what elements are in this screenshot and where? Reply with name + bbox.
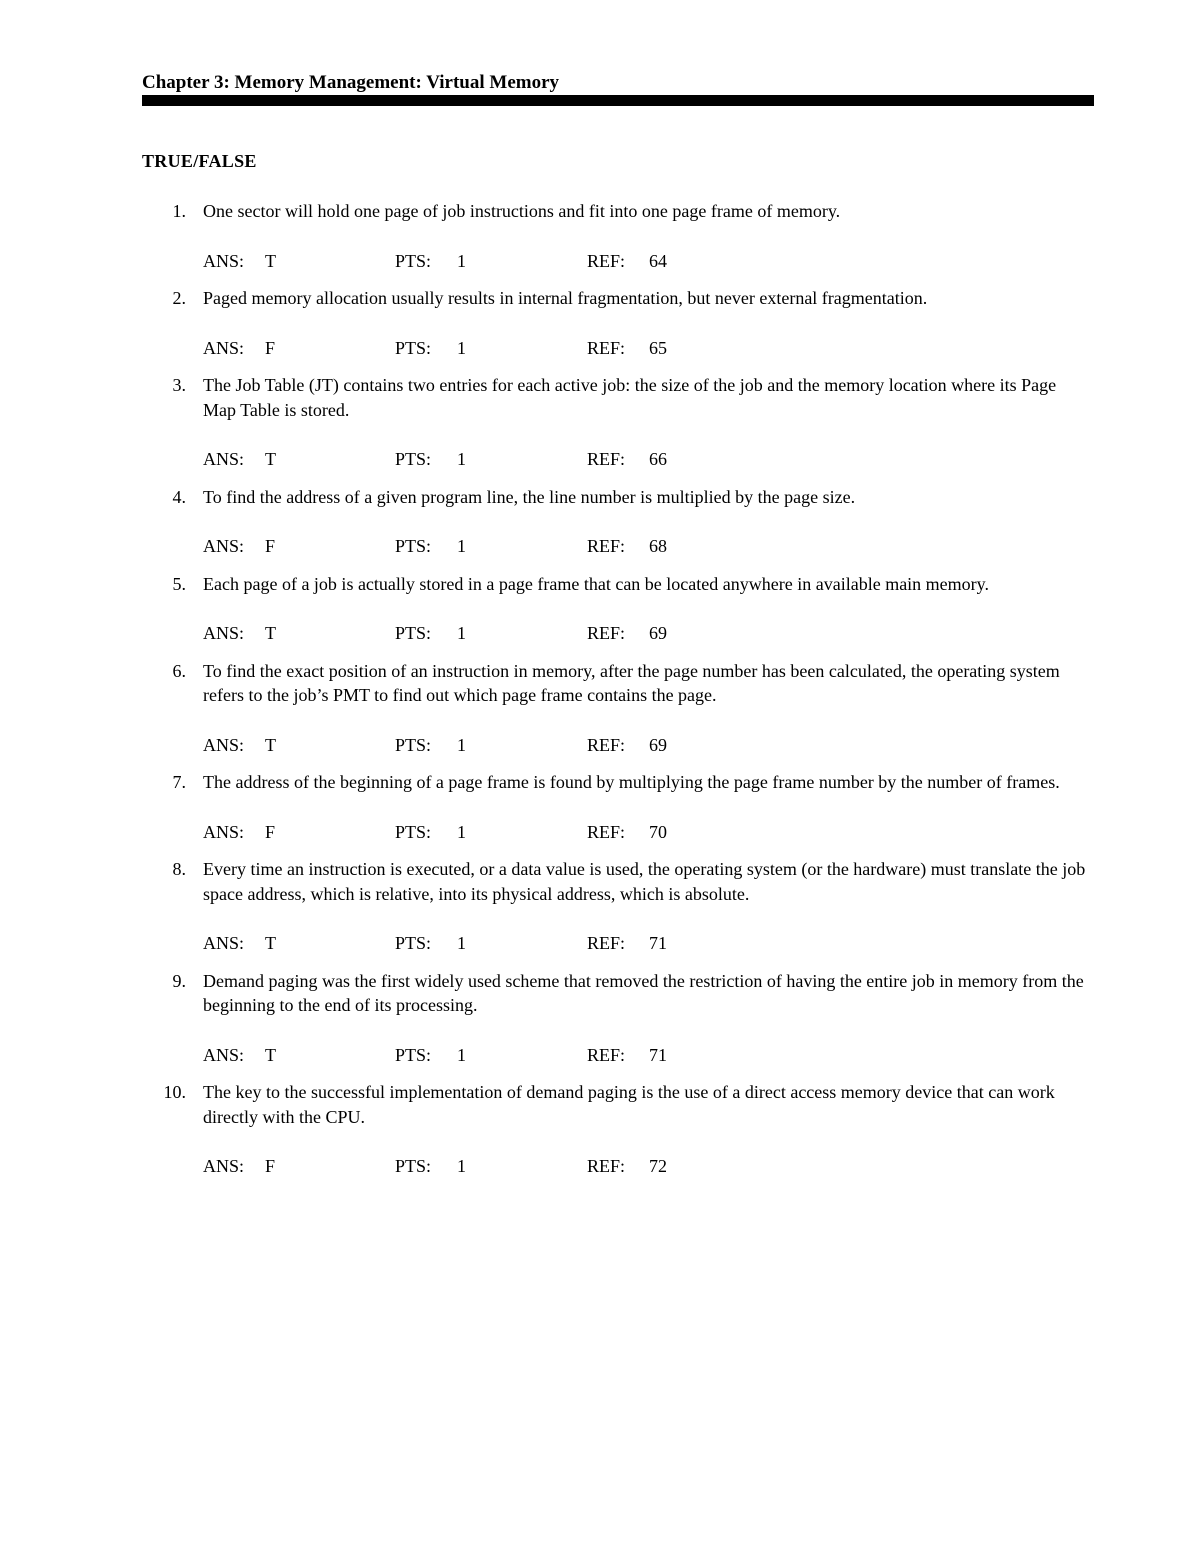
pts-label: PTS: (395, 1156, 432, 1176)
pts-label: PTS: (395, 734, 432, 755)
ref-value: 71 (649, 1044, 667, 1065)
question-number: 3. (172, 375, 186, 395)
answer-row (203, 621, 1094, 646)
answer-row (203, 534, 1094, 559)
question-number: 9. (172, 970, 186, 991)
question-text: To find the exact position of an instruction in memory, after the page number has been calculated, the operating system refers to the job’s PMT to find out which page frame contains the page. (203, 660, 1060, 705)
pts-value: 1 (457, 734, 466, 755)
question-item (142, 485, 1094, 559)
answer-row (203, 336, 1094, 361)
ref-value: 68 (649, 536, 667, 556)
ans-label: ANS: (203, 623, 245, 643)
question-number: 7. (172, 772, 186, 792)
question-number: 8. (172, 859, 186, 879)
pts-value: 1 (457, 1156, 466, 1176)
ans-label: ANS: (203, 734, 245, 755)
question-item (142, 286, 1094, 360)
pts-value: 1 (457, 250, 466, 271)
question-text: Every time an instruction is executed, or a data value is used, the operating system (or the hardware) must translate the job space address, which is relative, into its physical address, which is absolute. (203, 859, 1086, 904)
title-rule (142, 95, 1094, 106)
pts-label: PTS: (395, 536, 432, 556)
ans-label: ANS: (203, 337, 245, 358)
question-item (142, 857, 1094, 956)
ans-value: T (265, 1044, 276, 1065)
ans-label: ANS: (203, 1044, 245, 1065)
pts-value: 1 (457, 821, 466, 842)
ref-value: 70 (649, 821, 667, 842)
ans-value: F (265, 337, 276, 358)
pts-label: PTS: (395, 933, 432, 953)
ref-label: REF: (587, 623, 626, 643)
question-text: One sector will hold one page of job instructions and fit into one page frame of memory. (203, 201, 841, 221)
pts-label: PTS: (395, 1044, 432, 1065)
ref-value: 64 (649, 250, 667, 271)
ans-value: F (265, 536, 276, 556)
question-item (142, 373, 1094, 472)
answer-row (203, 249, 1094, 274)
question-text: Demand paging was the first widely used scheme that removed the restriction of having the entire job in memory from the beginning to the end of its processing. (203, 970, 1084, 1015)
ref-value: 72 (649, 1156, 667, 1176)
ans-label: ANS: (203, 449, 245, 469)
ans-value: F (265, 821, 276, 842)
ref-label: REF: (587, 1156, 626, 1176)
section-heading: TRUE/FALSE (142, 151, 257, 171)
question-number: 1. (172, 201, 186, 221)
question-number: 6. (172, 660, 186, 681)
question-number: 10. (163, 1082, 186, 1102)
ref-value: 69 (649, 623, 667, 643)
ans-label: ANS: (203, 933, 245, 953)
chapter-title: Chapter 3: Memory Management: Virtual Memory (142, 72, 560, 93)
answer-row (203, 931, 1094, 956)
ref-label: REF: (587, 734, 626, 755)
question-item (142, 969, 1094, 1068)
ans-label: ANS: (203, 536, 245, 556)
question-text: Each page of a job is actually stored in a page frame that can be located anywhere in available main memory. (203, 573, 989, 594)
pts-value: 1 (457, 337, 466, 358)
ans-label: ANS: (203, 821, 245, 842)
pts-value: 1 (457, 623, 466, 643)
answer-row (203, 1043, 1094, 1068)
ans-value: F (265, 1156, 276, 1176)
ref-value: 69 (649, 734, 667, 755)
pts-value: 1 (457, 449, 466, 469)
pts-label: PTS: (395, 449, 432, 469)
ref-label: REF: (587, 250, 626, 271)
question-number: 2. (172, 288, 186, 308)
ref-label: REF: (587, 337, 626, 358)
pts-label: PTS: (395, 821, 432, 842)
question-number: 4. (172, 486, 186, 507)
ans-label: ANS: (203, 250, 245, 271)
ans-value: T (265, 449, 276, 469)
answer-row (203, 1154, 1094, 1179)
ans-value: T (265, 623, 276, 643)
pts-value: 1 (457, 1044, 466, 1065)
pts-label: PTS: (395, 623, 432, 643)
ref-value: 65 (649, 337, 667, 358)
ans-value: T (265, 933, 276, 953)
ref-label: REF: (587, 536, 626, 556)
question-item (142, 770, 1094, 844)
answer-row (203, 820, 1094, 845)
question-text: To find the address of a given program line, the line number is multiplied by the page size. (203, 486, 856, 507)
question-item (142, 572, 1094, 646)
question-item (142, 1080, 1094, 1179)
question-text: The address of the beginning of a page frame is found by multiplying the page frame number by the number of frames. (203, 772, 1060, 792)
pts-value: 1 (457, 933, 466, 953)
ans-value: T (265, 250, 276, 271)
ans-value: T (265, 734, 276, 755)
pts-value: 1 (457, 536, 466, 556)
question-item (142, 659, 1094, 758)
question-text: Paged memory allocation usually results in internal fragmentation, but never external fragmentation. (203, 288, 928, 308)
question-number: 5. (172, 573, 186, 594)
ref-value: 66 (649, 449, 667, 469)
question-item (142, 199, 1094, 273)
ref-value: 71 (649, 933, 667, 953)
question-text: The Job Table (JT) contains two entries for each active job: the size of the job and the memory location where its Page Map Table is stored. (203, 375, 1057, 420)
ref-label: REF: (587, 933, 626, 953)
pts-label: PTS: (395, 250, 432, 271)
ref-label: REF: (587, 449, 626, 469)
ref-label: REF: (587, 1044, 626, 1065)
pts-label: PTS: (395, 337, 432, 358)
answer-row (203, 733, 1094, 758)
answer-row (203, 447, 1094, 472)
question-list (142, 199, 1094, 1192)
ans-label: ANS: (203, 1156, 245, 1176)
ref-label: REF: (587, 821, 626, 842)
question-text: The key to the successful implementation of demand paging is the use of a direct access memory device that can work directly with the CPU. (203, 1082, 1055, 1127)
